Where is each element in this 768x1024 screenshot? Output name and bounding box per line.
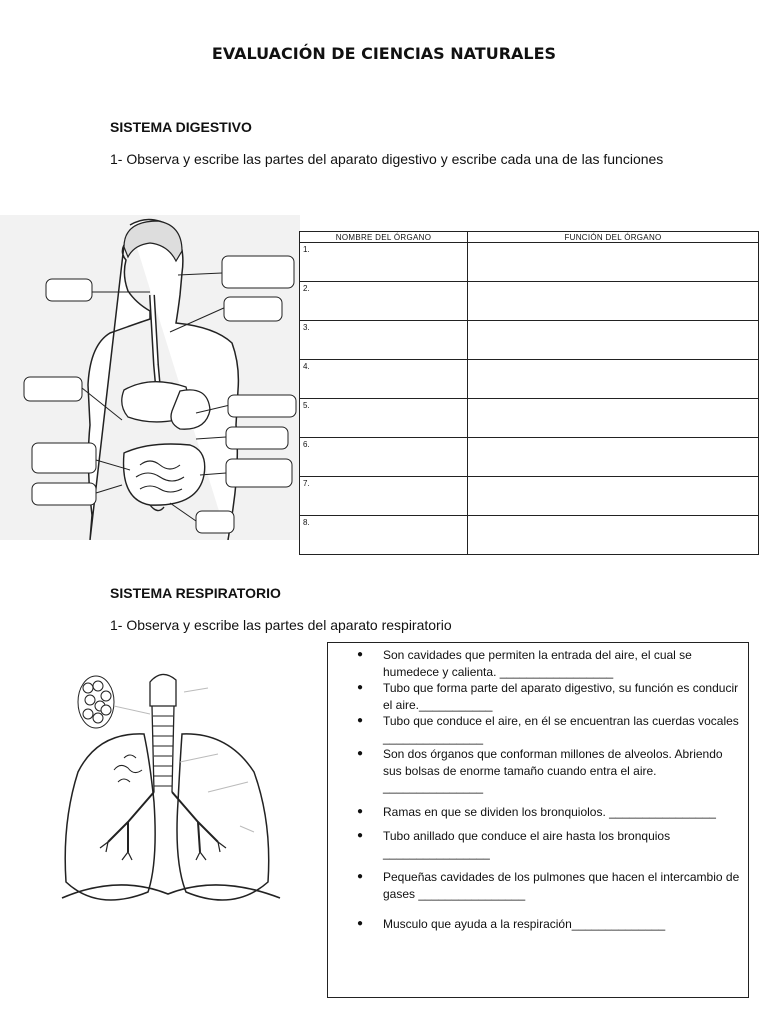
function-cell[interactable]: [468, 399, 759, 438]
digestive-heading: SISTEMA DIGESTIVO: [110, 119, 252, 135]
function-cell[interactable]: [468, 516, 759, 555]
row-number: 5.: [300, 399, 468, 438]
table-row: [300, 243, 759, 282]
table-row: [300, 438, 759, 477]
row-number: 8.: [300, 516, 468, 555]
function-cell[interactable]: [468, 321, 759, 360]
list-item: ● Ramas en que se dividen los bronquiolos. ________________: [357, 804, 716, 819]
list-item: ● Tubo que conduce el aire, en él se encuentran las cuerdas vocales _______________: [357, 714, 739, 745]
table-row: [300, 516, 759, 555]
row-number: 3.: [300, 321, 468, 360]
page-title: EVALUACIÓN DE CIENCIAS NATURALES: [211, 44, 557, 63]
bullet-icon: ●: [357, 715, 364, 726]
organ-table: [299, 231, 759, 555]
list-item: ● Tubo que forma parte del aparato digestivo, su función es conducir el aire.___________: [357, 681, 739, 712]
bullet-icon: ●: [357, 805, 364, 817]
function-cell[interactable]: [468, 438, 759, 477]
organ-function-header: FUNCIÓN DEL ÓRGANO: [468, 232, 759, 243]
list-item: ● Son dos órganos que conforman millones de alveolos. Abriendo sus bolsas de enorme tamaño cuando entra el aire. _______________: [357, 747, 723, 794]
function-cell[interactable]: [468, 243, 759, 282]
bullet-icon: ●: [357, 649, 364, 660]
row-number: 4.: [300, 360, 468, 399]
respiratory-system-illustration: [58, 662, 284, 920]
table-row: [300, 399, 759, 438]
table-row: [300, 282, 759, 321]
function-cell[interactable]: [468, 282, 759, 321]
bullet-icon: ●: [357, 682, 364, 693]
digestive-instruction: 1- Observa y escribe las partes del aparato digestivo y escribe cada una de las funciones: [110, 151, 664, 167]
function-cell[interactable]: [468, 360, 759, 399]
list-item: ● Tubo anillado que conduce el aire hasta los bronquios ________________: [357, 829, 671, 860]
function-cell[interactable]: [468, 477, 759, 516]
respiratory-questions-box: [327, 642, 749, 998]
table-row: [300, 477, 759, 516]
row-number: 2.: [300, 282, 468, 321]
bullet-icon: ●: [357, 871, 364, 882]
row-number: 7.: [300, 477, 468, 516]
bullet-icon: ●: [357, 748, 364, 759]
list-item: ● Son cavidades que permiten la entrada del aire, el cual se humedece y calienta. _________________: [357, 648, 692, 679]
table-row: [300, 360, 759, 399]
row-number: 6.: [300, 438, 468, 477]
bullet-icon: ●: [357, 918, 364, 929]
row-number: 1.: [300, 243, 468, 282]
digestive-system-illustration: [0, 215, 300, 540]
respiratory-instruction: 1- Observa y escribe las partes del aparato respiratorio: [110, 617, 452, 633]
respiratory-question-list: [328, 643, 748, 933]
respiratory-heading: SISTEMA RESPIRATORIO: [110, 585, 281, 601]
list-item: ● Pequeñas cavidades de los pulmones que hacen el intercambio de gases ________________: [357, 870, 740, 901]
table-row: [300, 321, 759, 360]
organ-name-header: NOMBRE DEL ÓRGANO: [300, 232, 468, 243]
list-item: ● Musculo que ayuda a la respiración______________: [357, 917, 666, 931]
bullet-icon: ●: [357, 830, 364, 841]
